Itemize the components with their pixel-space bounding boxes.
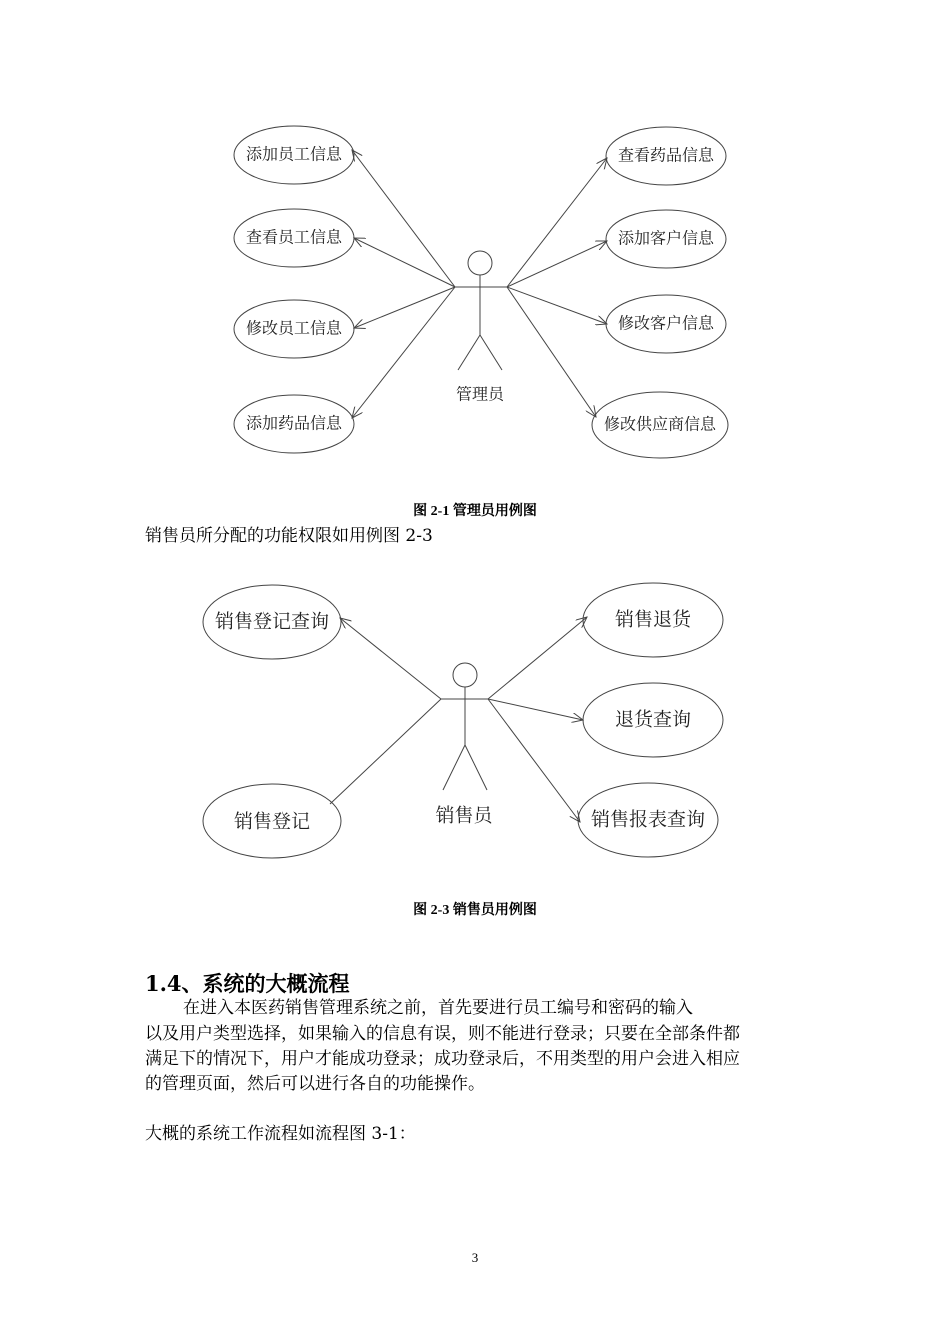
association-arrow xyxy=(507,158,607,287)
association-arrow xyxy=(352,150,455,287)
sales-use-case-diagram xyxy=(0,560,950,890)
sales-actor-head xyxy=(453,663,477,687)
use-case-label: 查看药品信息 xyxy=(617,145,715,165)
association-line xyxy=(330,699,441,804)
use-case-label: 查看员工信息 xyxy=(245,227,343,247)
use-case-label: 添加药品信息 xyxy=(245,413,343,433)
use-case-label: 修改客户信息 xyxy=(617,313,715,333)
association-arrow xyxy=(354,287,455,328)
use-case-label: 销售登记查询 xyxy=(214,610,330,633)
use-case-label: 退货查询 xyxy=(614,708,692,731)
flow-intro-line: 大概的系统工作流程如流程图 3-1： xyxy=(145,1124,416,1144)
association-arrow xyxy=(507,287,607,324)
association-arrow xyxy=(488,617,587,699)
section-line-3: 满足下的情况下，用户才能成功登录；成功登录后，不用类型的用户会进入相应 xyxy=(145,1049,740,1069)
use-case-label: 添加员工信息 xyxy=(245,144,343,164)
page-number: 3 xyxy=(471,1250,479,1265)
figure-caption-2-3: 图 2-3 销售员用例图 xyxy=(413,903,537,918)
actor-label: 管理员 xyxy=(455,384,505,404)
admin-actor-head xyxy=(468,251,492,275)
section-heading: 1.4、系统的大概流程 xyxy=(145,971,350,996)
association-arrow xyxy=(352,287,455,418)
section-line-1: 在进入本医药销售管理系统之前，首先要进行员工编号和密码的输入 xyxy=(183,998,693,1018)
use-case-label: 销售退货 xyxy=(614,608,692,631)
use-case-label: 添加客户信息 xyxy=(617,228,715,248)
association-arrow xyxy=(507,241,607,287)
admin-use-case-diagram xyxy=(0,0,950,480)
association-arrow xyxy=(488,699,583,720)
use-case-label: 销售登记 xyxy=(233,810,311,833)
intro-line: 销售员所分配的功能权限如用例图 2-3 xyxy=(145,526,433,546)
section-line-2: 以及用户类型选择，如果输入的信息有误，则不能进行登录；只要在全部条件都 xyxy=(145,1024,740,1044)
use-case-label: 销售报表查询 xyxy=(590,808,706,831)
association-arrow xyxy=(340,618,441,699)
figure-caption-2-1: 图 2-1 管理员用例图 xyxy=(413,504,537,519)
use-case-label: 修改供应商信息 xyxy=(603,414,717,434)
section-line-4: 的管理页面，然后可以进行各自的功能操作。 xyxy=(145,1074,485,1094)
association-arrow xyxy=(488,699,580,822)
association-arrow xyxy=(507,287,596,417)
use-case-label: 修改员工信息 xyxy=(245,318,343,338)
actor-label: 销售员 xyxy=(435,804,493,827)
association-arrow xyxy=(354,238,455,287)
